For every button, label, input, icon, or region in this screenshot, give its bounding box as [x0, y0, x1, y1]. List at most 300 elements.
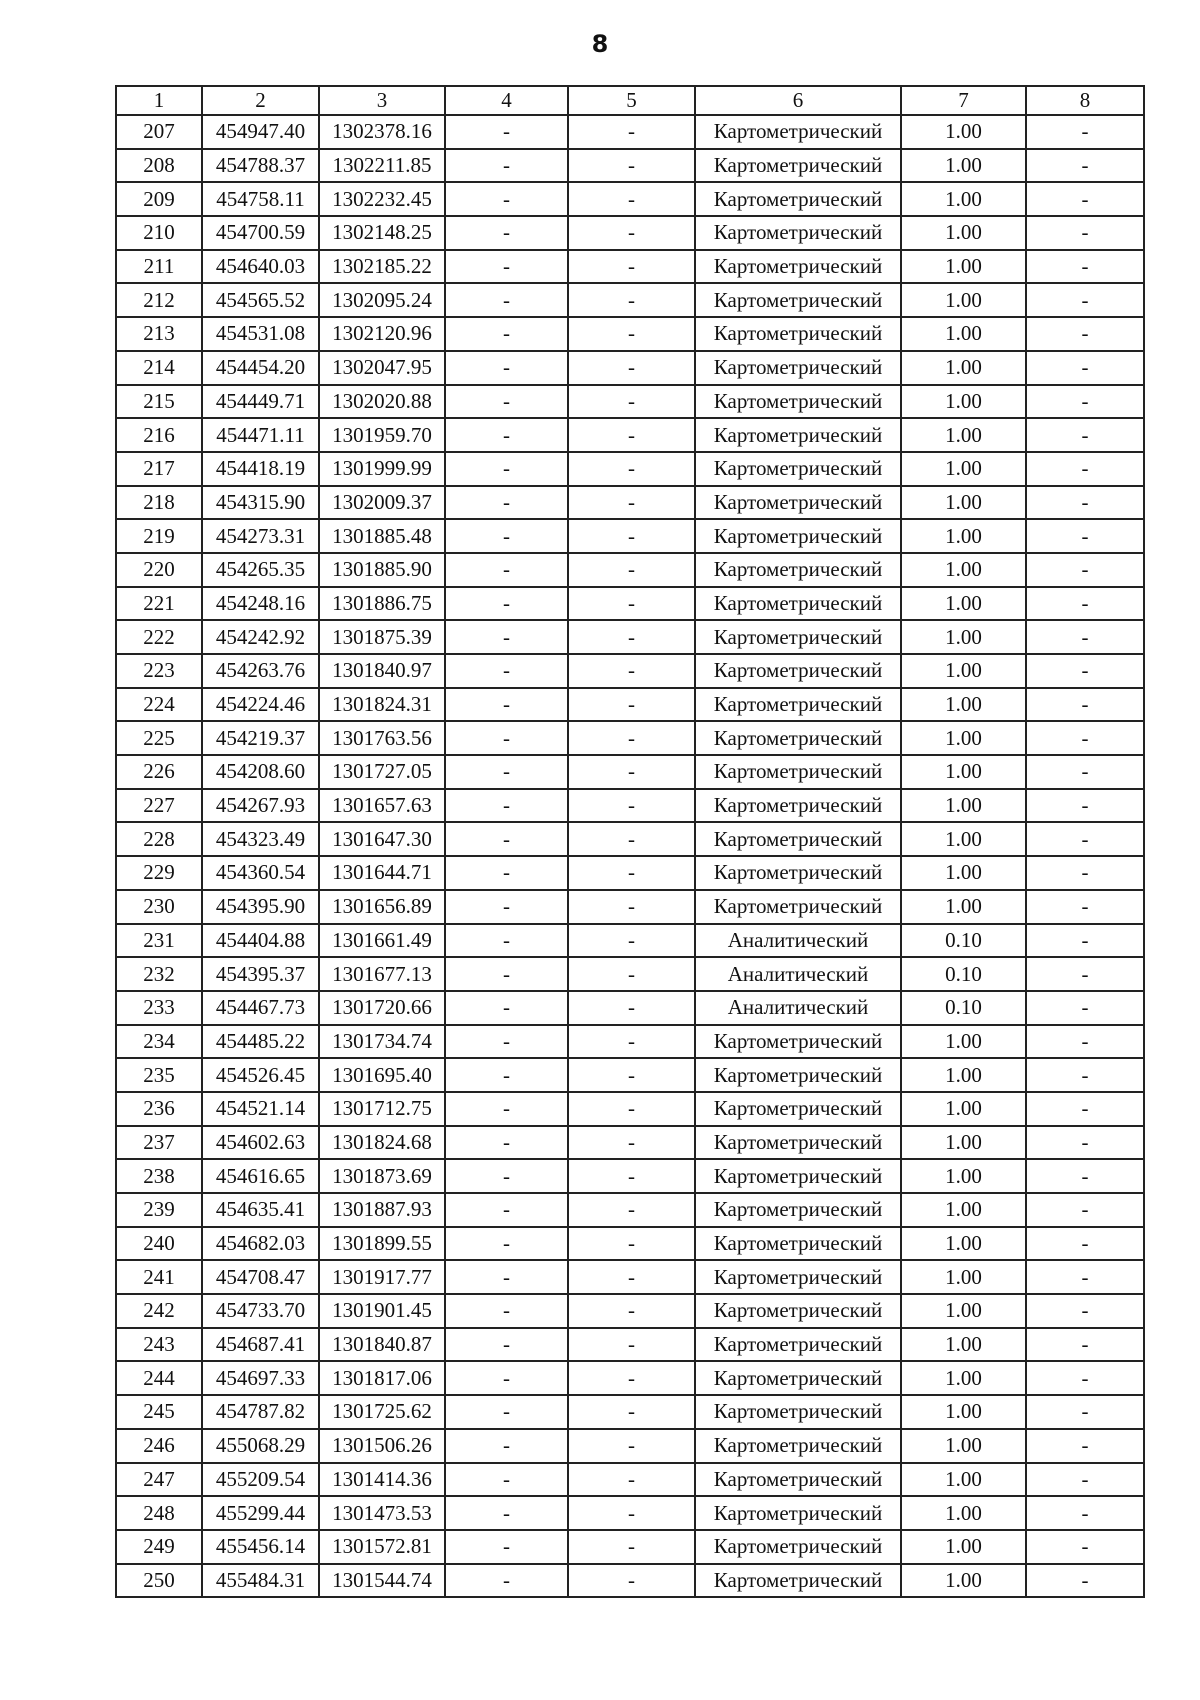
x-coordinate-cell: 454404.88: [202, 924, 319, 958]
table-row: [116, 688, 1144, 722]
table-row: [116, 216, 1144, 250]
y-coordinate-cell: 1302211.85: [319, 149, 445, 183]
method-cell: Картометрический: [695, 721, 901, 755]
table-row: [116, 1193, 1144, 1227]
accuracy-cell: 0.10: [901, 957, 1026, 991]
column-5-value-cell: -: [568, 688, 695, 722]
accuracy-cell: 1.00: [901, 1025, 1026, 1059]
accuracy-cell: 1.00: [901, 351, 1026, 385]
table-row: [116, 1463, 1144, 1497]
accuracy-cell: 1.00: [901, 216, 1026, 250]
method-cell: Картометрический: [695, 250, 901, 284]
y-coordinate-cell: 1301656.89: [319, 890, 445, 924]
column-4-value-cell: -: [445, 991, 568, 1025]
column-8-value-cell: -: [1026, 890, 1144, 924]
table-row: [116, 452, 1144, 486]
column-5-value-cell: -: [568, 924, 695, 958]
x-coordinate-cell: 454758.11: [202, 182, 319, 216]
column-4-value-cell: -: [445, 283, 568, 317]
method-cell: Картометрический: [695, 755, 901, 789]
column-5-value-cell: -: [568, 755, 695, 789]
point-number-cell: 225: [116, 721, 202, 755]
x-coordinate-cell: 454449.71: [202, 385, 319, 419]
table-row: [116, 317, 1144, 351]
y-coordinate-cell: 1301887.93: [319, 1193, 445, 1227]
x-coordinate-cell: 454467.73: [202, 991, 319, 1025]
y-coordinate-cell: 1301712.75: [319, 1092, 445, 1126]
column-5-value-cell: -: [568, 385, 695, 419]
x-coordinate-cell: 454323.49: [202, 822, 319, 856]
accuracy-cell: 1.00: [901, 250, 1026, 284]
column-4-value-cell: -: [445, 250, 568, 284]
column-5-value-cell: -: [568, 1193, 695, 1227]
y-coordinate-cell: 1301727.05: [319, 755, 445, 789]
column-5-value-cell: -: [568, 283, 695, 317]
column-5-value-cell: -: [568, 1126, 695, 1160]
method-cell: Картометрический: [695, 519, 901, 553]
column-5-value-cell: -: [568, 1496, 695, 1530]
method-cell: Картометрический: [695, 351, 901, 385]
point-number-cell: 231: [116, 924, 202, 958]
x-coordinate-cell: 454219.37: [202, 721, 319, 755]
column-5-value-cell: -: [568, 822, 695, 856]
point-number-cell: 207: [116, 115, 202, 149]
column-5-value-cell: -: [568, 553, 695, 587]
accuracy-cell: 1.00: [901, 418, 1026, 452]
y-coordinate-cell: 1301959.70: [319, 418, 445, 452]
column-5-value-cell: -: [568, 1260, 695, 1294]
column-4-value-cell: -: [445, 822, 568, 856]
column-header-3: 3: [319, 86, 445, 115]
column-8-value-cell: -: [1026, 822, 1144, 856]
accuracy-cell: 1.00: [901, 1463, 1026, 1497]
column-8-value-cell: -: [1026, 1025, 1144, 1059]
y-coordinate-cell: 1302095.24: [319, 283, 445, 317]
method-cell: Картометрический: [695, 1496, 901, 1530]
accuracy-cell: 1.00: [901, 1260, 1026, 1294]
column-header-1: 1: [116, 86, 202, 115]
x-coordinate-cell: 454733.70: [202, 1294, 319, 1328]
column-8-value-cell: -: [1026, 957, 1144, 991]
method-cell: Картометрический: [695, 1227, 901, 1261]
column-4-value-cell: -: [445, 1328, 568, 1362]
column-8-value-cell: -: [1026, 418, 1144, 452]
table-row: [116, 418, 1144, 452]
point-number-cell: 235: [116, 1058, 202, 1092]
accuracy-cell: 1.00: [901, 519, 1026, 553]
y-coordinate-cell: 1301824.31: [319, 688, 445, 722]
column-4-value-cell: -: [445, 317, 568, 351]
point-number-cell: 246: [116, 1429, 202, 1463]
point-number-cell: 215: [116, 385, 202, 419]
column-8-value-cell: -: [1026, 1260, 1144, 1294]
accuracy-cell: 1.00: [901, 1227, 1026, 1261]
point-number-cell: 213: [116, 317, 202, 351]
table-row: [116, 654, 1144, 688]
accuracy-cell: 1.00: [901, 452, 1026, 486]
x-coordinate-cell: 454788.37: [202, 149, 319, 183]
accuracy-cell: 1.00: [901, 115, 1026, 149]
accuracy-cell: 1.00: [901, 1395, 1026, 1429]
column-8-value-cell: -: [1026, 283, 1144, 317]
column-4-value-cell: -: [445, 890, 568, 924]
x-coordinate-cell: 455456.14: [202, 1530, 319, 1564]
method-cell: Картометрический: [695, 1429, 901, 1463]
point-number-cell: 222: [116, 620, 202, 654]
method-cell: Картометрический: [695, 182, 901, 216]
column-4-value-cell: -: [445, 149, 568, 183]
table-row: [116, 283, 1144, 317]
method-cell: Картометрический: [695, 587, 901, 621]
table-body: [116, 115, 1144, 1597]
point-number-cell: 248: [116, 1496, 202, 1530]
y-coordinate-cell: 1301725.62: [319, 1395, 445, 1429]
column-8-value-cell: -: [1026, 149, 1144, 183]
y-coordinate-cell: 1301886.75: [319, 587, 445, 621]
accuracy-cell: 1.00: [901, 1092, 1026, 1126]
column-5-value-cell: -: [568, 957, 695, 991]
column-5-value-cell: -: [568, 486, 695, 520]
x-coordinate-cell: 454682.03: [202, 1227, 319, 1261]
method-cell: Картометрический: [695, 1530, 901, 1564]
point-number-cell: 234: [116, 1025, 202, 1059]
column-8-value-cell: -: [1026, 1328, 1144, 1362]
y-coordinate-cell: 1301414.36: [319, 1463, 445, 1497]
column-4-value-cell: -: [445, 486, 568, 520]
column-8-value-cell: -: [1026, 1193, 1144, 1227]
column-4-value-cell: -: [445, 620, 568, 654]
accuracy-cell: 1.00: [901, 283, 1026, 317]
column-5-value-cell: -: [568, 418, 695, 452]
accuracy-cell: 1.00: [901, 822, 1026, 856]
column-8-value-cell: -: [1026, 317, 1144, 351]
accuracy-cell: 1.00: [901, 587, 1026, 621]
x-coordinate-cell: 454602.63: [202, 1126, 319, 1160]
header-row: [116, 86, 1144, 115]
method-cell: Картометрический: [695, 1294, 901, 1328]
table-row: [116, 1361, 1144, 1395]
y-coordinate-cell: 1301817.06: [319, 1361, 445, 1395]
accuracy-cell: 1.00: [901, 688, 1026, 722]
method-cell: Картометрический: [695, 789, 901, 823]
table-row: [116, 1294, 1144, 1328]
accuracy-cell: 1.00: [901, 1126, 1026, 1160]
table-row: [116, 1530, 1144, 1564]
table-row: [116, 1025, 1144, 1059]
x-coordinate-cell: 454521.14: [202, 1092, 319, 1126]
point-number-cell: 242: [116, 1294, 202, 1328]
column-4-value-cell: -: [445, 688, 568, 722]
point-number-cell: 243: [116, 1328, 202, 1362]
column-8-value-cell: -: [1026, 216, 1144, 250]
table-row: [116, 1058, 1144, 1092]
y-coordinate-cell: 1301473.53: [319, 1496, 445, 1530]
column-5-value-cell: -: [568, 1395, 695, 1429]
y-coordinate-cell: 1302120.96: [319, 317, 445, 351]
accuracy-cell: 1.00: [901, 1361, 1026, 1395]
point-number-cell: 230: [116, 890, 202, 924]
column-5-value-cell: -: [568, 351, 695, 385]
y-coordinate-cell: 1302148.25: [319, 216, 445, 250]
accuracy-cell: 1.00: [901, 654, 1026, 688]
y-coordinate-cell: 1301840.87: [319, 1328, 445, 1362]
point-number-cell: 239: [116, 1193, 202, 1227]
method-cell: Аналитический: [695, 957, 901, 991]
y-coordinate-cell: 1301720.66: [319, 991, 445, 1025]
column-header-4: 4: [445, 86, 568, 115]
y-coordinate-cell: 1301840.97: [319, 654, 445, 688]
x-coordinate-cell: 454687.41: [202, 1328, 319, 1362]
point-number-cell: 209: [116, 182, 202, 216]
column-4-value-cell: -: [445, 1092, 568, 1126]
method-cell: Картометрический: [695, 856, 901, 890]
column-5-value-cell: -: [568, 452, 695, 486]
column-4-value-cell: -: [445, 721, 568, 755]
column-4-value-cell: -: [445, 924, 568, 958]
column-4-value-cell: -: [445, 1395, 568, 1429]
point-number-cell: 238: [116, 1159, 202, 1193]
y-coordinate-cell: 1301763.56: [319, 721, 445, 755]
column-8-value-cell: -: [1026, 452, 1144, 486]
column-5-value-cell: -: [568, 317, 695, 351]
point-number-cell: 212: [116, 283, 202, 317]
x-coordinate-cell: 454224.46: [202, 688, 319, 722]
accuracy-cell: 1.00: [901, 1429, 1026, 1463]
column-4-value-cell: -: [445, 1530, 568, 1564]
column-8-value-cell: -: [1026, 519, 1144, 553]
x-coordinate-cell: 454471.11: [202, 418, 319, 452]
column-8-value-cell: -: [1026, 486, 1144, 520]
column-8-value-cell: -: [1026, 1361, 1144, 1395]
method-cell: Картометрический: [695, 1328, 901, 1362]
y-coordinate-cell: 1301572.81: [319, 1530, 445, 1564]
column-8-value-cell: -: [1026, 385, 1144, 419]
column-header-8: 8: [1026, 86, 1144, 115]
x-coordinate-cell: 454708.47: [202, 1260, 319, 1294]
accuracy-cell: 0.10: [901, 991, 1026, 1025]
column-8-value-cell: -: [1026, 1395, 1144, 1429]
method-cell: Картометрический: [695, 1260, 901, 1294]
x-coordinate-cell: 455209.54: [202, 1463, 319, 1497]
column-8-value-cell: -: [1026, 755, 1144, 789]
coordinates-table: [115, 85, 1145, 1598]
point-number-cell: 241: [116, 1260, 202, 1294]
point-number-cell: 224: [116, 688, 202, 722]
point-number-cell: 218: [116, 486, 202, 520]
method-cell: Аналитический: [695, 991, 901, 1025]
x-coordinate-cell: 454565.52: [202, 283, 319, 317]
column-5-value-cell: -: [568, 1058, 695, 1092]
column-4-value-cell: -: [445, 385, 568, 419]
method-cell: Картометрический: [695, 688, 901, 722]
point-number-cell: 211: [116, 250, 202, 284]
column-4-value-cell: -: [445, 1294, 568, 1328]
y-coordinate-cell: 1302185.22: [319, 250, 445, 284]
accuracy-cell: 1.00: [901, 755, 1026, 789]
accuracy-cell: 1.00: [901, 182, 1026, 216]
table-row: [116, 1429, 1144, 1463]
column-4-value-cell: -: [445, 1227, 568, 1261]
table-row: [116, 1496, 1144, 1530]
method-cell: Картометрический: [695, 486, 901, 520]
point-number-cell: 223: [116, 654, 202, 688]
column-5-value-cell: -: [568, 1159, 695, 1193]
column-header-5: 5: [568, 86, 695, 115]
method-cell: Картометрический: [695, 620, 901, 654]
y-coordinate-cell: 1301885.48: [319, 519, 445, 553]
column-4-value-cell: -: [445, 1361, 568, 1395]
column-8-value-cell: -: [1026, 1058, 1144, 1092]
column-4-value-cell: -: [445, 1126, 568, 1160]
x-coordinate-cell: 455068.29: [202, 1429, 319, 1463]
x-coordinate-cell: 454616.65: [202, 1159, 319, 1193]
y-coordinate-cell: 1301899.55: [319, 1227, 445, 1261]
table-row: [116, 115, 1144, 149]
column-5-value-cell: -: [568, 721, 695, 755]
column-5-value-cell: -: [568, 856, 695, 890]
method-cell: Картометрический: [695, 1395, 901, 1429]
accuracy-cell: 1.00: [901, 553, 1026, 587]
column-5-value-cell: -: [568, 654, 695, 688]
column-8-value-cell: -: [1026, 1564, 1144, 1598]
x-coordinate-cell: 454263.76: [202, 654, 319, 688]
method-cell: Картометрический: [695, 317, 901, 351]
column-5-value-cell: -: [568, 789, 695, 823]
point-number-cell: 217: [116, 452, 202, 486]
column-4-value-cell: -: [445, 1025, 568, 1059]
column-5-value-cell: -: [568, 1227, 695, 1261]
y-coordinate-cell: 1301917.77: [319, 1260, 445, 1294]
column-8-value-cell: -: [1026, 587, 1144, 621]
accuracy-cell: 1.00: [901, 789, 1026, 823]
table-row: [116, 519, 1144, 553]
column-4-value-cell: -: [445, 789, 568, 823]
column-5-value-cell: -: [568, 1328, 695, 1362]
column-4-value-cell: -: [445, 418, 568, 452]
table-row: [116, 385, 1144, 419]
column-4-value-cell: -: [445, 1058, 568, 1092]
accuracy-cell: 1.00: [901, 317, 1026, 351]
y-coordinate-cell: 1301647.30: [319, 822, 445, 856]
column-5-value-cell: -: [568, 216, 695, 250]
point-number-cell: 236: [116, 1092, 202, 1126]
column-4-value-cell: -: [445, 553, 568, 587]
table-row: [116, 620, 1144, 654]
table-row: [116, 1395, 1144, 1429]
column-header-6: 6: [695, 86, 901, 115]
method-cell: Картометрический: [695, 418, 901, 452]
column-8-value-cell: -: [1026, 1463, 1144, 1497]
point-number-cell: 227: [116, 789, 202, 823]
method-cell: Картометрический: [695, 1126, 901, 1160]
table-row: [116, 182, 1144, 216]
method-cell: Картометрический: [695, 1361, 901, 1395]
point-number-cell: 220: [116, 553, 202, 587]
method-cell: Картометрический: [695, 216, 901, 250]
table-row: [116, 721, 1144, 755]
point-number-cell: 214: [116, 351, 202, 385]
column-4-value-cell: -: [445, 1193, 568, 1227]
accuracy-cell: 1.00: [901, 1530, 1026, 1564]
column-8-value-cell: -: [1026, 1159, 1144, 1193]
table-row: [116, 486, 1144, 520]
table-row: [116, 822, 1144, 856]
y-coordinate-cell: 1301734.74: [319, 1025, 445, 1059]
accuracy-cell: 1.00: [901, 1058, 1026, 1092]
column-8-value-cell: -: [1026, 1092, 1144, 1126]
accuracy-cell: 1.00: [901, 385, 1026, 419]
y-coordinate-cell: 1302020.88: [319, 385, 445, 419]
table-row: [116, 789, 1144, 823]
column-5-value-cell: -: [568, 149, 695, 183]
x-coordinate-cell: 454454.20: [202, 351, 319, 385]
column-4-value-cell: -: [445, 182, 568, 216]
column-8-value-cell: -: [1026, 351, 1144, 385]
page-number: 8: [591, 30, 609, 58]
method-cell: Картометрический: [695, 115, 901, 149]
method-cell: Картометрический: [695, 654, 901, 688]
point-number-cell: 237: [116, 1126, 202, 1160]
table-row: [116, 957, 1144, 991]
table-row: [116, 856, 1144, 890]
column-5-value-cell: -: [568, 991, 695, 1025]
table-header: [116, 86, 1144, 115]
column-4-value-cell: -: [445, 587, 568, 621]
point-number-cell: 245: [116, 1395, 202, 1429]
point-number-cell: 233: [116, 991, 202, 1025]
column-5-value-cell: -: [568, 1429, 695, 1463]
x-coordinate-cell: 454947.40: [202, 115, 319, 149]
column-4-value-cell: -: [445, 1260, 568, 1294]
method-cell: Картометрический: [695, 283, 901, 317]
table-row: [116, 991, 1144, 1025]
x-coordinate-cell: 455299.44: [202, 1496, 319, 1530]
column-5-value-cell: -: [568, 1463, 695, 1497]
y-coordinate-cell: 1301875.39: [319, 620, 445, 654]
column-4-value-cell: -: [445, 1463, 568, 1497]
column-4-value-cell: -: [445, 351, 568, 385]
point-number-cell: 229: [116, 856, 202, 890]
point-number-cell: 221: [116, 587, 202, 621]
column-8-value-cell: -: [1026, 553, 1144, 587]
column-8-value-cell: -: [1026, 924, 1144, 958]
column-5-value-cell: -: [568, 1530, 695, 1564]
column-8-value-cell: -: [1026, 1126, 1144, 1160]
method-cell: Картометрический: [695, 1159, 901, 1193]
x-coordinate-cell: 454395.90: [202, 890, 319, 924]
method-cell: Картометрический: [695, 1193, 901, 1227]
column-header-7: 7: [901, 86, 1026, 115]
point-number-cell: 210: [116, 216, 202, 250]
x-coordinate-cell: 454395.37: [202, 957, 319, 991]
point-number-cell: 208: [116, 149, 202, 183]
accuracy-cell: 1.00: [901, 1328, 1026, 1362]
method-cell: Аналитический: [695, 924, 901, 958]
y-coordinate-cell: 1301506.26: [319, 1429, 445, 1463]
point-number-cell: 219: [116, 519, 202, 553]
column-5-value-cell: -: [568, 250, 695, 284]
column-8-value-cell: -: [1026, 688, 1144, 722]
accuracy-cell: 1.00: [901, 1159, 1026, 1193]
table-row: [116, 1328, 1144, 1362]
y-coordinate-cell: 1301873.69: [319, 1159, 445, 1193]
method-cell: Картометрический: [695, 1025, 901, 1059]
y-coordinate-cell: 1302232.45: [319, 182, 445, 216]
accuracy-cell: 1.00: [901, 620, 1026, 654]
x-coordinate-cell: 455484.31: [202, 1564, 319, 1598]
column-5-value-cell: -: [568, 1564, 695, 1598]
x-coordinate-cell: 454248.16: [202, 587, 319, 621]
